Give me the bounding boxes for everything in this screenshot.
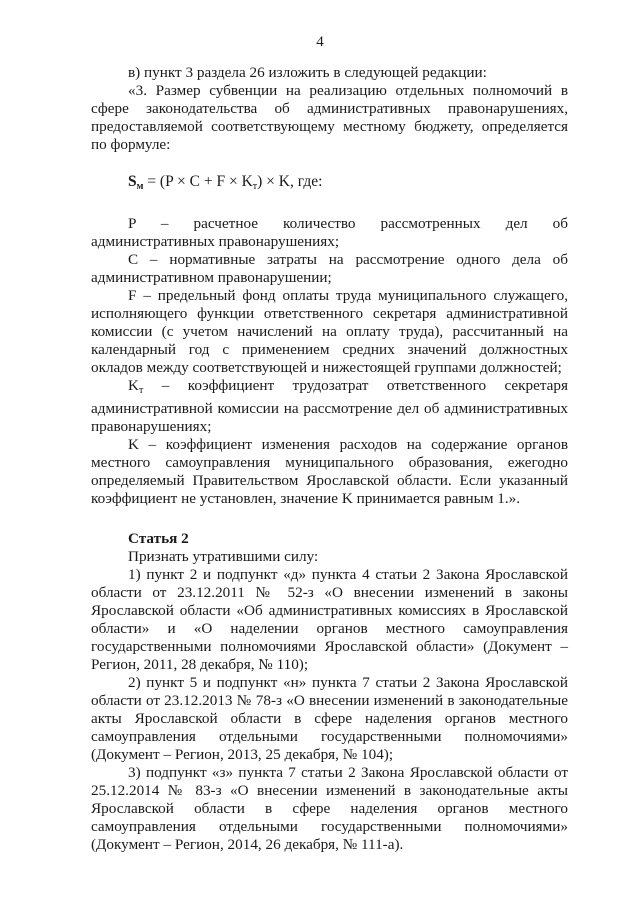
def-f: F – предельный фонд оплаты труда муниципального служащего, исполняющего функции ответственного секретаря административной комиссии (с учетом начислений на оплату труда), рассчитанный на календарный год с применением средних значений должностных окладов между соответствующей и нижестоящей группами должностей; [91, 287, 568, 376]
def-p: P – расчетное количество рассмотренных дел об административных правонарушениях; [91, 215, 568, 250]
page-number: 4 [316, 34, 324, 50]
formula-k-sub: т [252, 181, 258, 192]
def-kt-sub: т [138, 385, 144, 396]
article-title: Статья 2 [128, 530, 189, 547]
formula-s: S [128, 173, 137, 190]
article-item-2: 2) пункт 5 и подпункт «н» пункта 7 статьи 2 Закона Ярославской области от 23.12.2013 № 78-з «О внесении изменений в законодательные акты Ярославской области в сфере наделения органов местного самоуправления отдельными государственными полномочиями» (Документ – Регион, 2013, 25 декабря, № 104); [91, 674, 568, 763]
subvention-paragraph: «3. Размер субвенции на реализацию отдельных полномочий в сфере законодательства об административных правонарушениях, предоставляемой соответствующему местному бюджету, определяется по формуле: [91, 82, 568, 153]
def-kt-text: – коэффициент трудозатрат ответственного секретаря административной комиссии на рассмотрение дел об административных правонарушениях; [91, 377, 568, 435]
intro-paragraph: в) пункт 3 раздела 26 изложить в следующей редакции: [128, 64, 487, 81]
formula-tail: ) × K, где: [257, 173, 323, 190]
formula-s-sub: м [136, 181, 144, 192]
document-body [91, 64, 568, 854]
def-kt-letter: K [128, 377, 139, 394]
article-item-3: 3) подпункт «з» пункта 7 статьи 2 Закона Ярославской области от 25.12.2014 № 83-з «О внесении изменений в законодательные акты Ярославской области в сфере наделения органов местного самоуправления отдельными государственными полномочиями» (Документ – Регион, 2014, 26 декабря, № 111-а). [91, 764, 568, 853]
formula [91, 173, 568, 196]
def-c: C – нормативные затраты на рассмотрение одного дела об административном правонарушении; [91, 251, 568, 286]
def-k: K – коэффициент изменения расходов на содержание органов местного самоуправления муниципального образования, ежегодно определяемый Правительством Ярославской области. Если указанный коэффициент не установлен, значение K принимается равным 1.». [91, 436, 568, 507]
def-kt [91, 377, 568, 436]
article-item-1: 1) пункт 2 и подпункт «д» пункта 4 статьи 2 Закона Ярославской области от 23.12.2011 № 52-з «О внесении изменений в законы Ярославской области «Об административных комиссиях в Ярославской области» и «О наделении органов местного самоуправления государственными полномочиями Ярославской области» (Документ – Регион, 2011, 28 декабря, № 110); [91, 566, 568, 673]
article-lead: Признать утратившими силу: [128, 548, 319, 565]
formula-eq: = (P × C + F × K [143, 173, 253, 190]
